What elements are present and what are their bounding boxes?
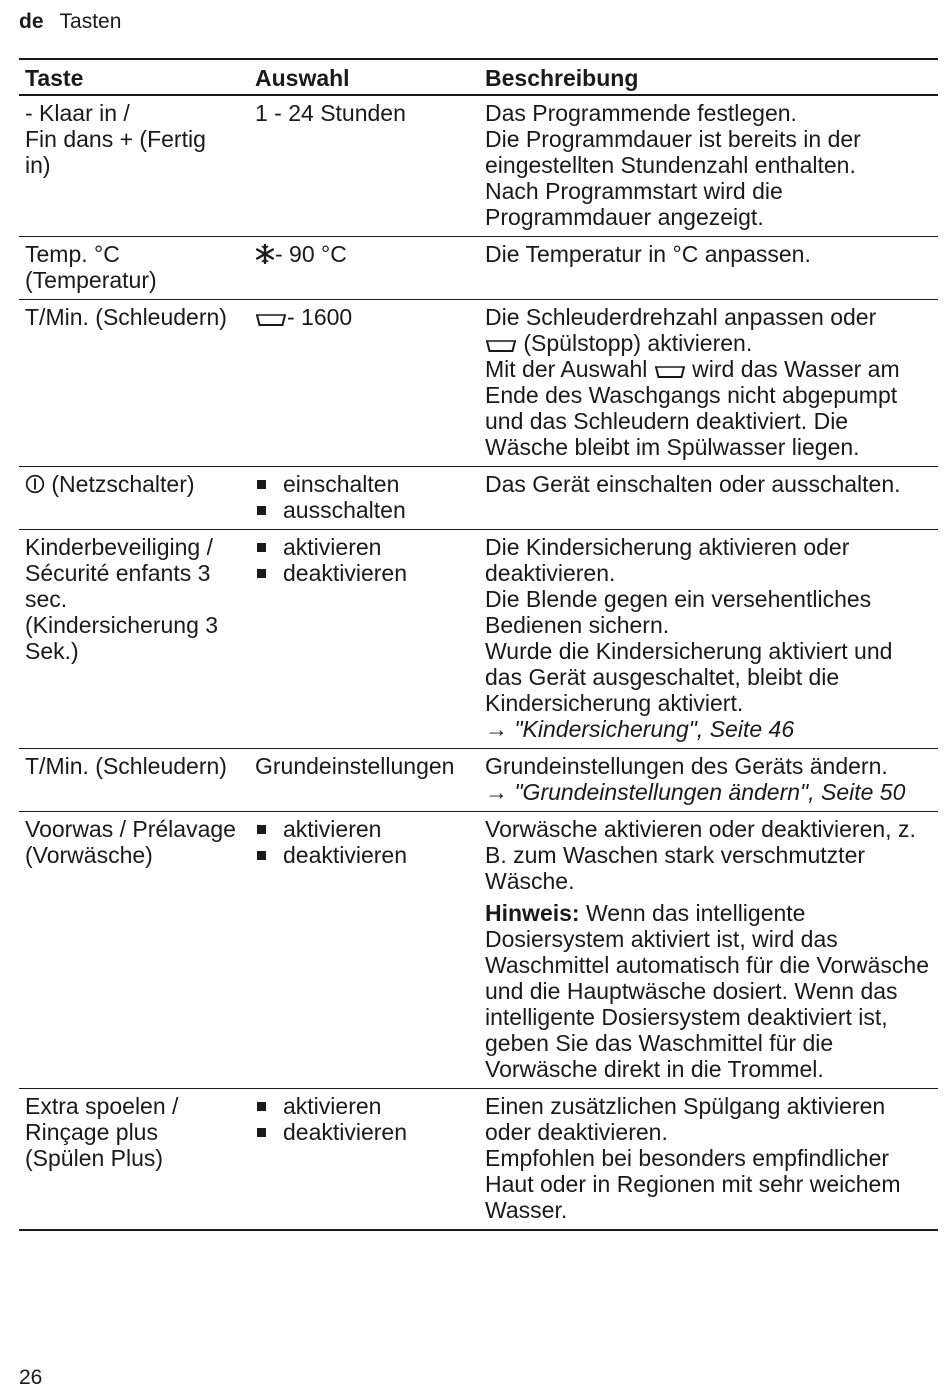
- column-header-auswahl: Auswahl: [249, 59, 479, 95]
- cell-beschreibung: Die Schleuderdrehzahl anpassen oder (Spülstopp) aktivieren. Mit der Auswahl wird das Wasser am Ende des Waschgangs nicht abgepumpt und das Schleudern deaktiviert. Die Wäsche bleibt im Spülwasser liegen.: [479, 300, 938, 467]
- section-title: Tasten: [59, 10, 122, 33]
- rinse-hold-icon: [255, 313, 287, 327]
- list-item: einschalten: [255, 471, 473, 497]
- cell-beschreibung: Die Kindersicherung aktivieren oder deaktivieren. Die Blende gegen ein versehentliches Bedienen sichern. Wurde die Kindersicherung aktiviert und das Gerät ausgeschaltet, bleibt die Kindersicherung aktiviert. → "Kindersicherung", Seite 46: [479, 530, 938, 749]
- rinse-hold-icon: [654, 365, 686, 379]
- note: Hinweis: Wenn das intelligente Dosiersystem aktiviert ist, wird das Waschmittel automatisch für die Vorwäsche und die Hauptwäsche dosiert. Wenn das intelligente Dosiersystem deaktiviert ist, geben Sie das Waschmittel für die Vorwäsche direkt in die Trommel.: [485, 900, 929, 1082]
- cell-auswahl: 1 - 24 Stunden: [249, 95, 479, 237]
- list-item: aktivieren: [255, 534, 473, 560]
- cell-auswahl: [249, 467, 479, 530]
- power-icon: [25, 474, 45, 494]
- keys-table: [19, 58, 938, 1231]
- list-item: aktivieren: [255, 816, 473, 842]
- table-row: [19, 530, 938, 749]
- cell-auswahl: [249, 1089, 479, 1231]
- page-header: [19, 9, 121, 35]
- cell-taste: T/Min. (Schleudern): [19, 749, 249, 812]
- table-header-row: [19, 59, 938, 95]
- table-row: [19, 237, 938, 300]
- cross-reference-link[interactable]: → "Grundeinstellungen ändern", Seite 50: [485, 779, 906, 805]
- cell-beschreibung: Einen zusätzlichen Spülgang aktivieren oder deaktivieren. Empfohlen bei besonders empfindlicher Haut oder in Regionen mit sehr weichem Wasser.: [479, 1089, 938, 1231]
- list-item: deaktivieren: [255, 1119, 473, 1145]
- language-code: de: [19, 10, 44, 33]
- cell-beschreibung: Die Temperatur in °C anpassen.: [479, 237, 938, 300]
- cell-taste: Temp. °C (Temperatur): [19, 237, 249, 300]
- list-item: deaktivieren: [255, 842, 473, 868]
- cell-auswahl: [249, 530, 479, 749]
- cell-taste: - Klaar in / Fin dans + (Fertig in): [19, 95, 249, 237]
- column-header-beschreibung: Beschreibung: [479, 59, 938, 95]
- cross-reference-link[interactable]: → "Kindersicherung", Seite 46: [485, 716, 795, 742]
- snowflake-icon: [255, 244, 275, 264]
- cell-taste: Voorwas / Prélavage (Vorwäsche): [19, 812, 249, 1089]
- cell-auswahl: Grundeinstellungen: [249, 749, 479, 812]
- cell-beschreibung: Das Gerät einschalten oder ausschalten.: [479, 467, 938, 530]
- table-row: [19, 95, 938, 237]
- rinse-hold-icon: [485, 339, 517, 353]
- cell-auswahl: - 90 °C: [249, 237, 479, 300]
- page-number: 26: [19, 1366, 43, 1389]
- cell-auswahl: [249, 812, 479, 1089]
- cell-taste: (Netzschalter): [19, 467, 249, 530]
- table-row: [19, 812, 938, 1089]
- table-row: [19, 300, 938, 467]
- cell-auswahl: - 1600: [249, 300, 479, 467]
- column-header-taste: Taste: [19, 59, 249, 95]
- list-item: deaktivieren: [255, 560, 473, 586]
- cell-taste: Kinderbeveiliging / Sécurité enfants 3 sec. (Kindersicherung 3 Sek.): [19, 530, 249, 749]
- note-label: Hinweis:: [485, 900, 580, 926]
- table-row: [19, 749, 938, 812]
- list-item: ausschalten: [255, 497, 473, 523]
- cell-taste: Extra spoelen / Rinçage plus (Spülen Plus): [19, 1089, 249, 1231]
- cell-beschreibung: Das Programmende festlegen. Die Programmdauer ist bereits in der eingestellten Stundenzahl enthalten. Nach Programmstart wird die Programmdauer angezeigt.: [479, 95, 938, 237]
- table-row: [19, 1089, 938, 1231]
- cell-beschreibung: Vorwäsche aktivieren oder deaktivieren, z. B. zum Waschen stark verschmutzter Wäsche. Hinweis: Wenn das intelligente Dosiersystem aktiviert ist, wird das Waschmittel automatisch für die Vorwäsche und die Hauptwäsche dosiert. Wenn das intelligente Dosiersystem deaktiviert ist, geben Sie das Waschmittel für die Vorwäsche direkt in die Trommel.: [479, 812, 938, 1089]
- list-item: aktivieren: [255, 1093, 473, 1119]
- cell-beschreibung: Grundeinstellungen des Geräts ändern. → "Grundeinstellungen ändern", Seite 50: [479, 749, 938, 812]
- cell-taste: T/Min. (Schleudern): [19, 300, 249, 467]
- table-row: [19, 467, 938, 530]
